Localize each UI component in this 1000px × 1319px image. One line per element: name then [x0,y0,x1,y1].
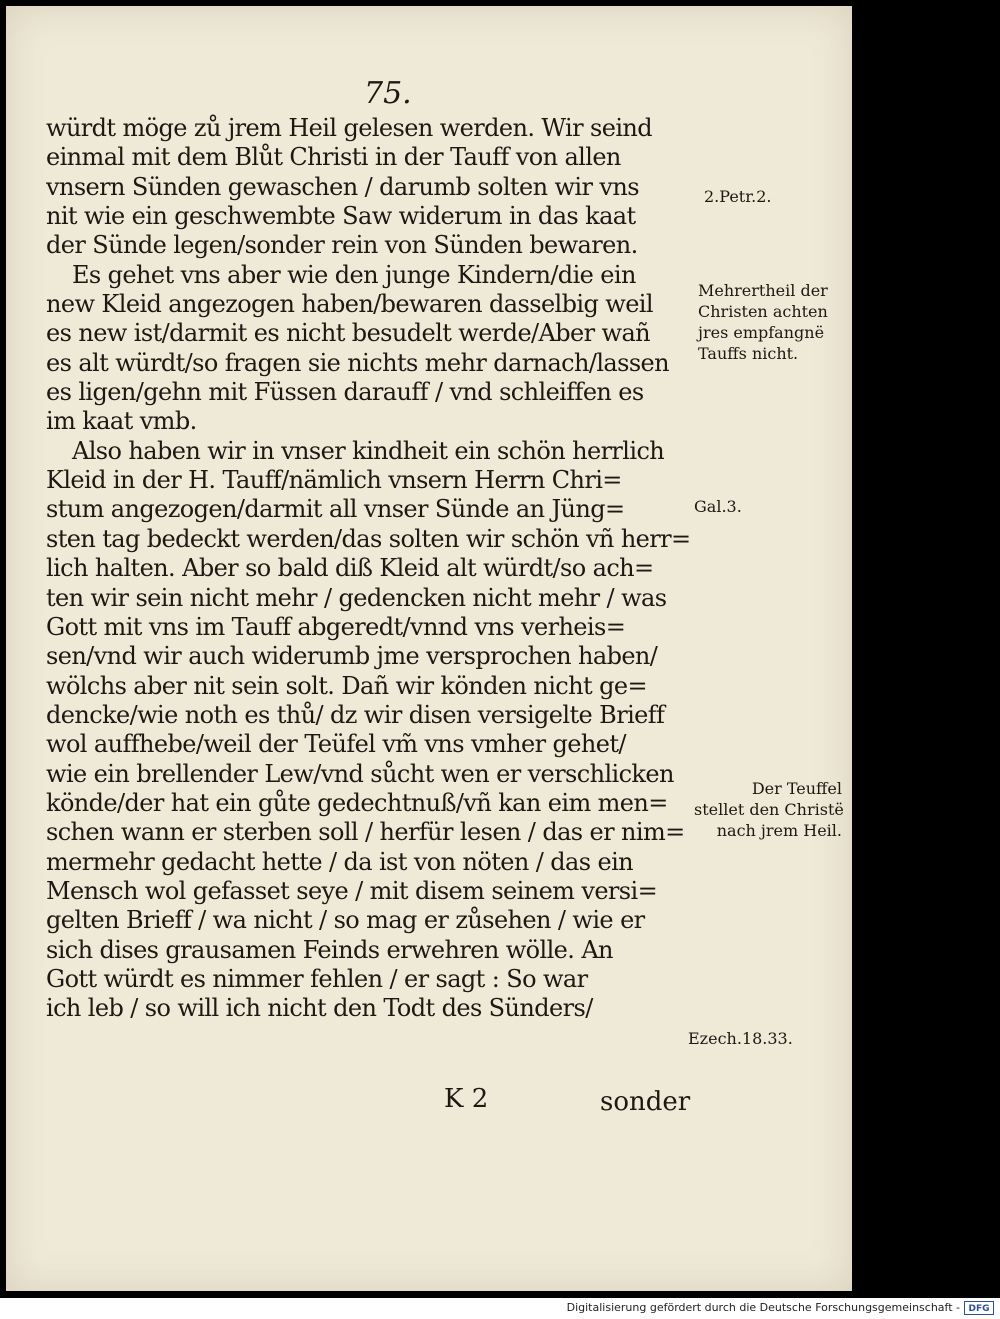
text-line: Gott mit vns im Tauff abgeredt/vnnd vns verheis= [46,612,626,641]
margin-note-line: nach jrem Heil. [716,821,842,840]
text-line: mermehr gedacht hette / da ist von nöten / das ein [46,847,634,876]
margin-note-line: Der Teuffel [751,779,842,798]
margin-note-line: Gal.3. [694,497,742,516]
page-number: 75. [364,76,412,111]
margin-note-teuffel [694,778,842,841]
margin-note-line: 2.Petr.2. [704,187,772,206]
margin-note-line: Tauffs nicht. [698,344,799,363]
text-line: dencke/wie noth es thů/ dz wir disen versigelte Brieff [46,700,665,729]
text-line: es new ist/darmit es nicht besudelt werde/Aber wañ [46,319,651,348]
text-line: nit wie ein geschwembte Saw widerum in das kaat [46,202,636,231]
text-line: Mensch wol gefasset seye / mit disem seinem versi= [46,876,658,905]
text-line: Kleid in der H. Tauff/nämlich vnsern Herrn Chri= [46,466,622,495]
margin-note-line: stellet den Christë [694,800,844,819]
text-line: würdt möge zů jrem Heil gelesen werden. Wir seind [46,114,653,142]
text-line: es alt würdt/so fragen sie nichts mehr darnach/lassen [46,348,670,377]
text-line: der Sünde legen/sonder rein von Sünden bewaren. [46,231,638,260]
margin-note-line: jres empfangnë [698,323,825,342]
text-line: ich leb / so will ich nicht den Todt des Sünders/ [46,994,593,1023]
text-line: sen/vnd wir auch widerumb jme versprochen haben/ [46,642,658,671]
text-line: schen wann er sterben soll / herfür lesen / das er nim= [46,818,685,847]
credit-bar [0,1298,1000,1319]
text-line: Gott würdt es nimmer fehlen / er sagt : So war [46,964,588,993]
text-line: Es gehet vns aber wie den junge Kindern/die ein [72,260,636,289]
text-line: könde/der hat ein gůte gedechtnuß/vñ kan eim men= [46,788,668,817]
text-line: wol auffhebe/weil der Teüfel vm̃ vns vmher gehet/ [46,730,626,759]
text-line: Also haben wir in vnser kindheit ein schön herrlich [72,436,665,465]
text-line: ten wir sein nicht mehr / gedencken nicht mehr / was [46,583,667,612]
text-line: einmal mit dem Blůt Christi in der Tauff von allen [46,143,621,172]
text-line: new Kleid angezogen haben/bewaren dasselbig weil [46,290,653,319]
text-line: gelten Brieff / wa nicht / so mag er zůsehen / wie er [46,906,645,935]
text-line: wie ein brellender Lew/vnd sůcht wen er verschlicken [46,759,674,788]
body-text [46,114,696,1024]
margin-note-gal [694,496,742,517]
text-line: vnsern Sünden gewaschen / darumb solten wir vns [46,172,639,201]
signature-mark: K 2 [444,1084,489,1114]
catchword: sonder [600,1087,691,1117]
dfg-logo: DFG [964,1301,994,1315]
book-page [6,6,852,1291]
margin-note-line: Christen achten [698,302,828,321]
text-line: es ligen/gehn mit Füssen darauff / vnd schleiffen es [46,378,644,407]
credit-text: Digitalisierung gefördert durch die Deutsche Forschungsgemeinschaft - [566,1301,960,1314]
text-line: stum angezogen/darmit all vnser Sünde an Jüng= [46,495,625,524]
text-line: sten tag bedeckt werden/das solten wir schön vñ herr= [46,524,691,553]
text-line: im kaat vmb. [46,407,197,436]
margin-note-petr [704,186,771,207]
margin-note-ezech [688,1028,793,1049]
margin-note-mehrertheil [698,280,828,364]
margin-note-line: Mehrertheil der [698,281,828,300]
margin-note-line: Ezech.18.33. [688,1029,793,1048]
text-line: lich halten. Aber so bald diß Kleid alt würdt/so ach= [46,554,654,583]
text-line: wölchs aber nit sein solt. Dañ wir könden nicht ge= [46,671,647,700]
text-line: sich dises grausamen Feinds erwehren wölle. An [46,935,613,964]
